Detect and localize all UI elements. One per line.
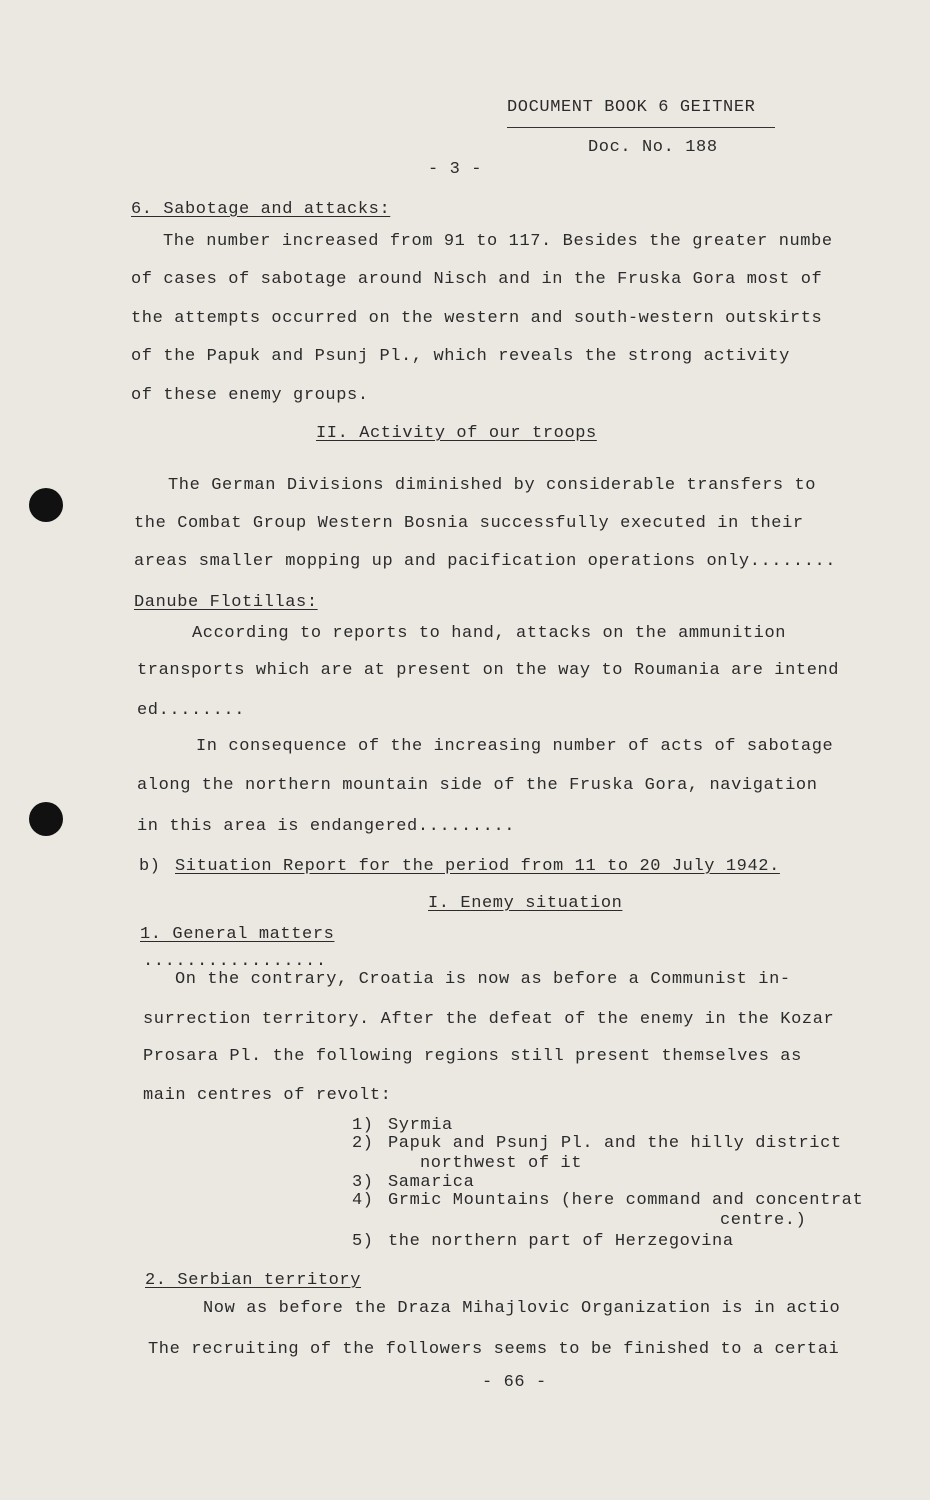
section-heading-sabotage: 6. Sabotage and attacks: xyxy=(131,200,391,219)
list-item-number: 5) xyxy=(352,1232,374,1251)
list-item-number: 3) xyxy=(352,1173,374,1192)
text-line: main centres of revolt: xyxy=(143,1086,392,1105)
text-line: Now as before the Draza Mihajlovic Organization is in actio xyxy=(203,1299,841,1318)
omission-dots: ................. xyxy=(143,952,327,971)
list-item-number: 4) xyxy=(352,1191,374,1210)
text-line: of cases of sabotage around Nisch and in the Fruska Gora most of xyxy=(131,270,823,289)
punch-hole xyxy=(29,488,63,522)
punch-hole xyxy=(29,802,63,836)
report-prefix: b) xyxy=(139,857,161,876)
list-item: Grmic Mountains (here command and concentrat xyxy=(388,1191,864,1210)
text-line: According to reports to hand, attacks on the ammunition xyxy=(192,624,787,643)
page-marker: - 3 - xyxy=(428,160,483,179)
text-line: The German Divisions diminished by considerable transfers to xyxy=(168,476,817,495)
text-line: the attempts occurred on the western and south-western outskirts xyxy=(131,309,823,328)
page-number: - 66 - xyxy=(482,1373,547,1392)
text-line: along the northern mountain side of the Fruska Gora, navigation xyxy=(137,776,818,795)
list-item-continuation: northwest of it xyxy=(420,1154,583,1173)
subheading-general-matters: 1. General matters xyxy=(140,925,335,944)
section-heading-activity: II. Activity of our troops xyxy=(316,424,597,443)
doc-number: Doc. No. 188 xyxy=(588,138,718,157)
text-line: On the contrary, Croatia is now as before a Communist in- xyxy=(175,970,791,989)
subheading-serbian-territory: 2. Serbian territory xyxy=(145,1271,362,1290)
list-item: the northern part of Herzegovina xyxy=(388,1232,734,1251)
text-line: The number increased from 91 to 117. Besides the greater numbe xyxy=(163,232,833,251)
report-title: Situation Report for the period from 11 to 20 July 1942. xyxy=(175,857,780,876)
text-line: of the Papuk and Psunj Pl., which reveals the strong activity xyxy=(131,347,790,366)
text-line: The recruiting of the followers seems to be finished to a certai xyxy=(148,1340,840,1359)
section-heading-enemy: I. Enemy situation xyxy=(428,894,623,913)
text-line: of these enemy groups. xyxy=(131,386,369,405)
list-item-number: 1) xyxy=(352,1116,374,1135)
header-rule xyxy=(507,127,775,128)
list-item: Papuk and Psunj Pl. and the hilly district xyxy=(388,1134,842,1153)
text-line: in this area is endangered......... xyxy=(137,817,516,836)
text-line: the Combat Group Western Bosnia successfully executed in their xyxy=(134,514,804,533)
text-line: In consequence of the increasing number of acts of sabotage xyxy=(196,737,834,756)
text-line: surrection territory. After the defeat of the enemy in the Kozar xyxy=(143,1010,835,1029)
text-line: transports which are at present on the way to Roumania are intend xyxy=(137,661,840,680)
list-item: Samarica xyxy=(388,1173,475,1192)
section-heading-danube: Danube Flotillas: xyxy=(134,593,318,612)
list-item: Syrmia xyxy=(388,1116,453,1135)
list-item-continuation: centre.) xyxy=(720,1211,807,1230)
doc-book-title: DOCUMENT BOOK 6 GEITNER xyxy=(507,98,756,117)
text-line: ed........ xyxy=(137,701,246,720)
text-line: Prosara Pl. the following regions still present themselves as xyxy=(143,1047,802,1066)
list-item-number: 2) xyxy=(352,1134,374,1153)
text-line: areas smaller mopping up and pacification operations only........ xyxy=(134,552,837,571)
